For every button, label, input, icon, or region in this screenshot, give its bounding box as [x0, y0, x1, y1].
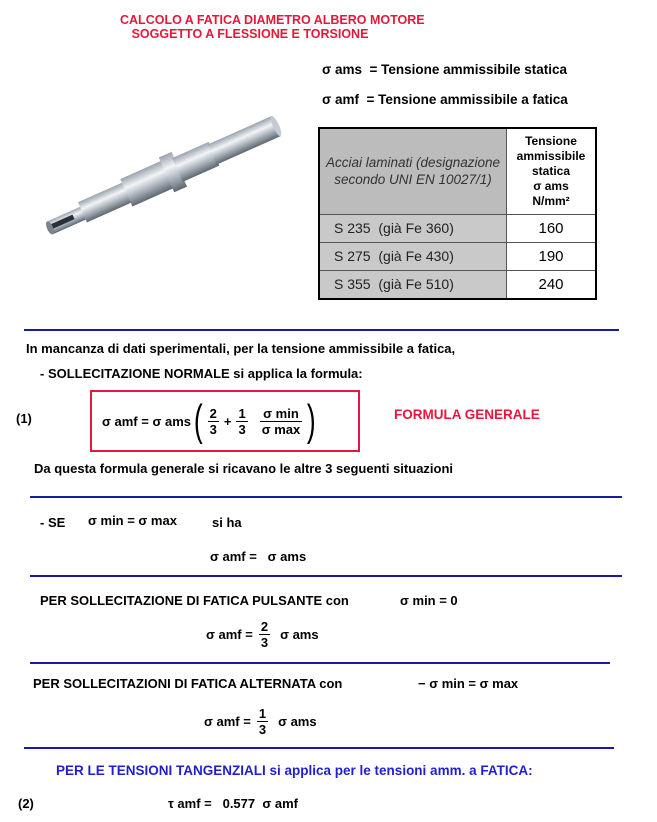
alternating-text: PER SOLLECITAZIONI DI FATICA ALTERNATA con — [33, 676, 343, 691]
title-line-1: CALCOLO A FATICA DIAMETRO ALBERO MOTORE — [120, 13, 425, 27]
table-row-value: 240 — [507, 270, 597, 299]
case-equal-se: - SE — [40, 515, 66, 530]
intro-line-1: In mancanza di dati sperimentali, per la tensione ammissibile a fatica, — [26, 341, 456, 356]
pulsating-text: PER SOLLECITAZIONE DI FATICA PULSANTE con — [40, 593, 349, 608]
divider — [24, 329, 619, 331]
divider — [24, 747, 614, 749]
table-row-grade: S 235 (già Fe 360) — [319, 214, 507, 242]
divider — [30, 575, 622, 577]
fraction-two-thirds: $\frac{2}{3}$ — [209, 405, 217, 437]
table-row-grade: S 355 (già Fe 510) — [319, 270, 507, 299]
title-line-2: SOGGETTO A FLESSIONE E TORSIONE — [131, 27, 369, 41]
steel-table-header-right: Tensione ammissibile statica σ ams N/mm² — [507, 128, 597, 214]
case-equal-si-ha: si ha — [212, 515, 242, 530]
divider — [30, 662, 610, 664]
fraction-one-third: $\frac{1}{3}$ — [238, 405, 246, 437]
left-parenthesis: ( — [193, 396, 203, 445]
steel-table-header-left: Acciai laminati (designazione secondo UNI EN 10027/1) — [319, 128, 507, 214]
pulsating-condition: σ min = 0 — [400, 593, 458, 608]
case-equal-condition: σ min = σ max — [88, 513, 177, 528]
fraction-smin-smax: $\frac{\text{σ min}}{\text{σ max}}$ — [261, 405, 301, 437]
amf-symbol: σ amf — [322, 92, 359, 107]
intro-line-2: - SOLLECITAZIONE NORMALE si applica la formula: — [40, 366, 363, 381]
motor-shaft-image — [20, 110, 300, 250]
case-equal-result: σ amf = σ ams — [210, 549, 307, 564]
alternating-condition: − σ min = σ max — [418, 676, 519, 691]
tangential-formula: τ amf = 0.577 σ amf — [168, 796, 298, 811]
right-parenthesis: ) — [307, 396, 316, 445]
ams-symbol: σ ams — [322, 62, 363, 77]
formula-number-2: (2) — [18, 796, 34, 811]
divider — [30, 496, 622, 498]
legend-ams — [322, 62, 567, 77]
amf-description: = Tensione ammissibile a fatica — [366, 92, 568, 107]
ams-description: = Tensione ammissibile statica — [369, 62, 567, 77]
table-row-value: 160 — [507, 214, 597, 242]
general-formula-box — [90, 390, 360, 452]
pulsating-formula: σ amf = $\frac{2}{3}$ σ ams — [206, 619, 319, 650]
general-formula-label: FORMULA GENERALE — [394, 407, 540, 422]
tangential-text: PER LE TENSIONI TANGENZIALI si applica per le tensioni amm. a FATICA: — [56, 763, 533, 778]
alternating-formula: σ amf = $\frac{1}{3}$ σ ams — [204, 706, 317, 737]
table-row-value: 190 — [507, 242, 597, 270]
page-title — [120, 13, 425, 41]
steel-table — [318, 127, 597, 300]
derived-intro: Da questa formula generale si ricavano le altre 3 seguenti situazioni — [34, 461, 454, 476]
table-row-grade: S 275 (già Fe 430) — [319, 242, 507, 270]
legend-amf — [322, 92, 568, 107]
general-formula: σ amf = σ ams ( $\frac{2}{3}$ + $\frac{1}{3}$ $\frac{\text{σ min}}{\text{σ max}}$ ) — [102, 396, 316, 445]
formula-number-1: (1) — [16, 411, 32, 426]
